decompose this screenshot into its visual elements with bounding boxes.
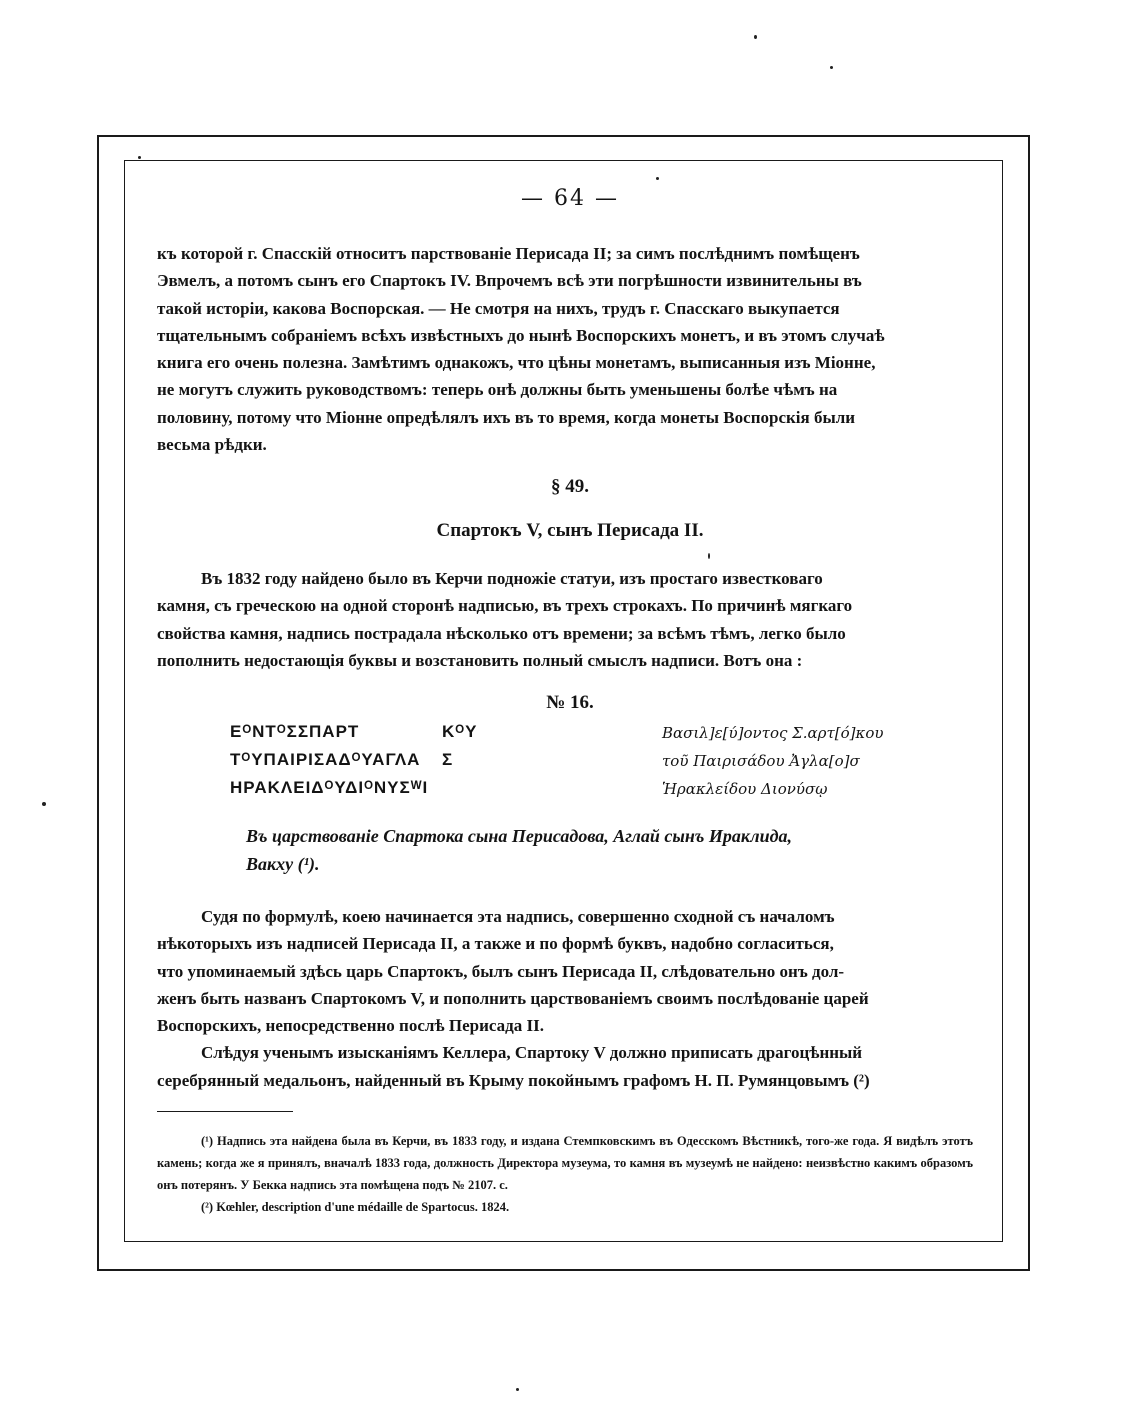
footnote-separator (157, 1111, 293, 1112)
text-line: весьма рѣдки. (157, 435, 267, 455)
text-line: что упоминаемый здѣсь царь Спартокъ, былъ сынъ Перисада II, слѣдовательно онъ дол- (157, 961, 845, 981)
inscription-text: KᴼΥ (442, 722, 478, 741)
text-line: книга его очень полезна. Замѣтимъ однакожъ, что цѣны монетамъ, выписанныя изъ Міонне, (157, 353, 876, 373)
greek-restoration-line: Βασιλ]ε[ύ]οντος Σ.αρτ[ό]κου (662, 724, 884, 742)
scan-speck (138, 156, 141, 159)
inscription-number: № 16. (546, 692, 594, 713)
translation (246, 822, 886, 878)
text-line: Вакху (¹). (246, 854, 320, 874)
text-line: свойства камня, надпись пострадала нѣсколько отъ времени; за всѣмъ тѣмъ, легко было (157, 623, 846, 643)
page-number: — 64 — (521, 186, 619, 211)
intro-paragraph (157, 240, 973, 458)
text-line: серебрянный медальонъ, найденный въ Крыму покойнымъ графомъ Н. П. Румянцовымъ (²) (157, 1070, 870, 1090)
inscription-line (230, 722, 560, 750)
text-line: Воспорскихъ, непосредственно послѣ Перисада II. (157, 1016, 544, 1036)
text-line: Судя по формулѣ, коею начинается эта надпись, совершенно сходной съ началомъ (201, 907, 835, 926)
inscription-text: Σ (442, 750, 454, 769)
inscription-line (230, 778, 560, 806)
greek-restoration-line: τοῦ Παιρισάδου Ἀγλα[ο]σ (662, 752, 860, 770)
text-line: Въ 1832 году найдено было въ Керчи подножіе статуи, изъ простаго известковаго (201, 569, 823, 588)
footnote: (¹) Надпись эта найдена была въ Керчи, въ 1833 году, и издана Стемпковскимъ въ Одесскомъ Вѣстникѣ, того-же года. Я видѣлъ этотъ камень; когда же я принялъ, вначалѣ 1833 года, должность Директора музеума, то камня въ музеумѣ не найдено: неизвѣстно какимъ образомъ онъ потерянъ. У Бекка надпись эта помѣщена подъ № 2107. c. (157, 1134, 973, 1192)
footnote: (²) Kœhler, description d'une médaille de Spartocus. 1824. (201, 1200, 510, 1214)
text-line: Слѣдуя ученымъ изысканіямъ Келлера, Спартоку V должно приписать драгоцѣнный (201, 1043, 863, 1063)
text-line: половину, потому что Міонне опредѣлялъ ихъ въ то время, когда монеты Воспорскія были (157, 407, 856, 427)
section-title: Спартокъ V, сынъ Перисада II. (436, 520, 704, 541)
scan-speck (830, 66, 833, 69)
discussion-paragraph (157, 903, 973, 1094)
text-line: тщательнымъ собраніемъ всѣхъ извѣстныхъ до нынѣ Воспорскихъ монетъ, и въ этомъ случаѣ (157, 325, 885, 345)
text-line: Въ царствованіе Спартока сына Перисадова, Аглай сынъ Ираклида, (246, 826, 793, 846)
text-line: не могутъ служить руководствомъ: теперь онѣ должны быть уменьшены болѣе чѣмъ на (157, 380, 838, 400)
scan-speck (656, 177, 659, 180)
scan-speck (754, 35, 757, 39)
text-line: камня, съ греческою на одной сторонѣ надписью, въ трехъ строкахъ. По причинѣ мягкаго (157, 596, 853, 616)
footnotes (157, 1130, 973, 1218)
greek-restoration-line: Ἡρακλείδου Διονύσῳ (662, 780, 828, 798)
text-line: пополнить недостающія буквы и возстановить полный смыслъ надписи. Вотъ она : (157, 650, 803, 670)
text-line: къ которой г. Спасскій относитъ парствованіе Перисада II; за симъ послѣднимъ помѣщенъ (157, 244, 860, 263)
inscription-text: EᴼNTᴼΣΣΠΑΡΤ (230, 722, 360, 741)
scan-speck (42, 802, 46, 806)
inscription-text: HΡΑΚΛΕΙΔᴼΥΔΙᴼΝΥΣᵂΙ (230, 778, 429, 797)
text-line: Эвмелъ, а потомъ сынъ его Спартокъ IV. Впрочемъ всѣ эти погрѣшности извинительны въ (157, 271, 862, 291)
text-line: такой исторіи, какова Воспорская. — Не смотря на нихъ, трудъ г. Спасскаго выкупается (157, 298, 840, 318)
scan-speck (708, 553, 710, 559)
text-line: женъ быть названъ Спартокомъ V, и пополнить царствованіемъ своимъ послѣдованіе царей (157, 988, 869, 1008)
inscription-line (230, 750, 560, 778)
scan-speck (516, 1388, 519, 1391)
section-number: § 49. (551, 476, 589, 497)
find-paragraph (157, 565, 973, 674)
inscription-text: TᴼΥΠΑΙΡΙΣΑΔᴼΥΑΓΛΑ (230, 750, 421, 769)
text-line: нѣкоторыхъ изъ надписей Перисада II, а также и по формѣ буквъ, надобно согласиться, (157, 934, 834, 954)
